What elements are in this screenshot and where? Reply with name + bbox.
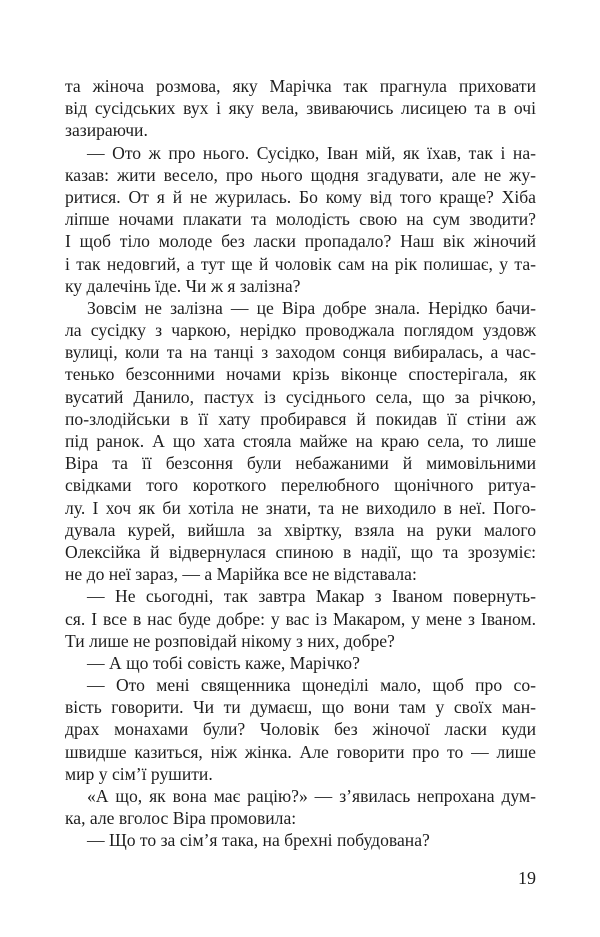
text-line: під ранок. А що хата стояла майже на краю села, то лише — [65, 431, 536, 451]
text-line: — Ото мені священника щонеділі мало, щоб про со- — [87, 675, 536, 696]
text-line: швидше казиться, ніж жінка. Але говорити про то — лише — [65, 741, 536, 762]
text-line: та жіноча розмова, яку Марічка так прагнула приховати — [65, 76, 536, 96]
text-line: вусатий Данило, пастух із сусіднього села, що за річкою, — [65, 386, 536, 407]
text-line: по-злодійськи в її хату пробирався й покидав її стіни аж — [65, 408, 536, 429]
text-line: тенько безсонними ночами крізь віконце спостерігала, як — [65, 364, 536, 385]
text-line: не до неї зараз, — а Марійка все не відставала: — [65, 564, 417, 585]
text-line: — Не сьогодні, так завтра Макар з Іваном повернуть- — [87, 586, 536, 607]
text-line: ла сусідку з чаркою, нерідко проводжала поглядом уздовж — [65, 320, 536, 341]
text-line: зазираючи. — [65, 120, 148, 141]
text-line: Віра та її безсоння були небажаними й мимовільними — [65, 453, 536, 474]
text-line: вість говорити. Чи ти думаєш, що вони там у своїх ман- — [65, 697, 536, 718]
text-line: мир у сім’ї рушити. — [65, 763, 213, 784]
text-line: казав: жити весело, про нього щодня згадувати, але не жу- — [65, 164, 536, 185]
text-line: Зовсім не залізна — це Віра добре знала. Нерідко бачи- — [87, 297, 536, 318]
text-line: ка, але вголос Віра промовила: — [65, 808, 297, 829]
text-line: — А що тобі совість каже, Марічко? — [87, 652, 360, 673]
text-line: — Ото ж про нього. Сусідко, Іван мій, як їхав, так і на- — [87, 142, 536, 163]
text-line: «А що, як вона має рацію?» — з’явилась непрохана дум- — [87, 786, 536, 806]
page-body-text — [65, 75, 536, 852]
text-line: свідками того короткого перелюбного щонічного ритуа- — [65, 475, 536, 496]
text-line: ку далечінь їде. Чи ж я залізна? — [65, 275, 301, 296]
text-line: І щоб тіло молоде без ласки пропадало? Наш вік жіночий — [65, 231, 536, 252]
text-line: ся. І все в нас буде добре: у вас із Макаром, у мене з Іваном. — [65, 608, 536, 629]
text-line: від сусідських вух і яку вела, звиваючись лисицею та в очі — [65, 98, 536, 119]
text-line: Олексійка й відвернулася спиною в надії, що та зрозуміє: — [65, 541, 536, 562]
text-line: вулиці, коли та на танці з заходом сонця вибиралась, а час- — [65, 342, 536, 363]
page-number: 19 — [518, 868, 536, 888]
text-line: Ти лише не розповідай нікому з них, добре? — [65, 630, 395, 651]
text-line: ритися. От я й не журилась. Бо кому від того краще? Хіба — [65, 186, 536, 207]
text-line: драх монахами були? Чоловік без жіночої ласки куди — [65, 719, 536, 740]
text-line: дувала курей, вийшла за хвіртку, взяла на руки малого — [65, 519, 536, 540]
text-line: і так недовгий, а тут ще й чоловік сам на рік полишає, у та- — [65, 253, 536, 274]
text-line: — Що то за сім’я така, на брехні побудована? — [87, 830, 430, 851]
text-line: ліпше ночами плакати та молодість свою на сум зводити? — [65, 209, 536, 230]
text-line: лу. І хоч як би хотіла не знати, та не виходило в неї. Пого- — [65, 497, 536, 518]
